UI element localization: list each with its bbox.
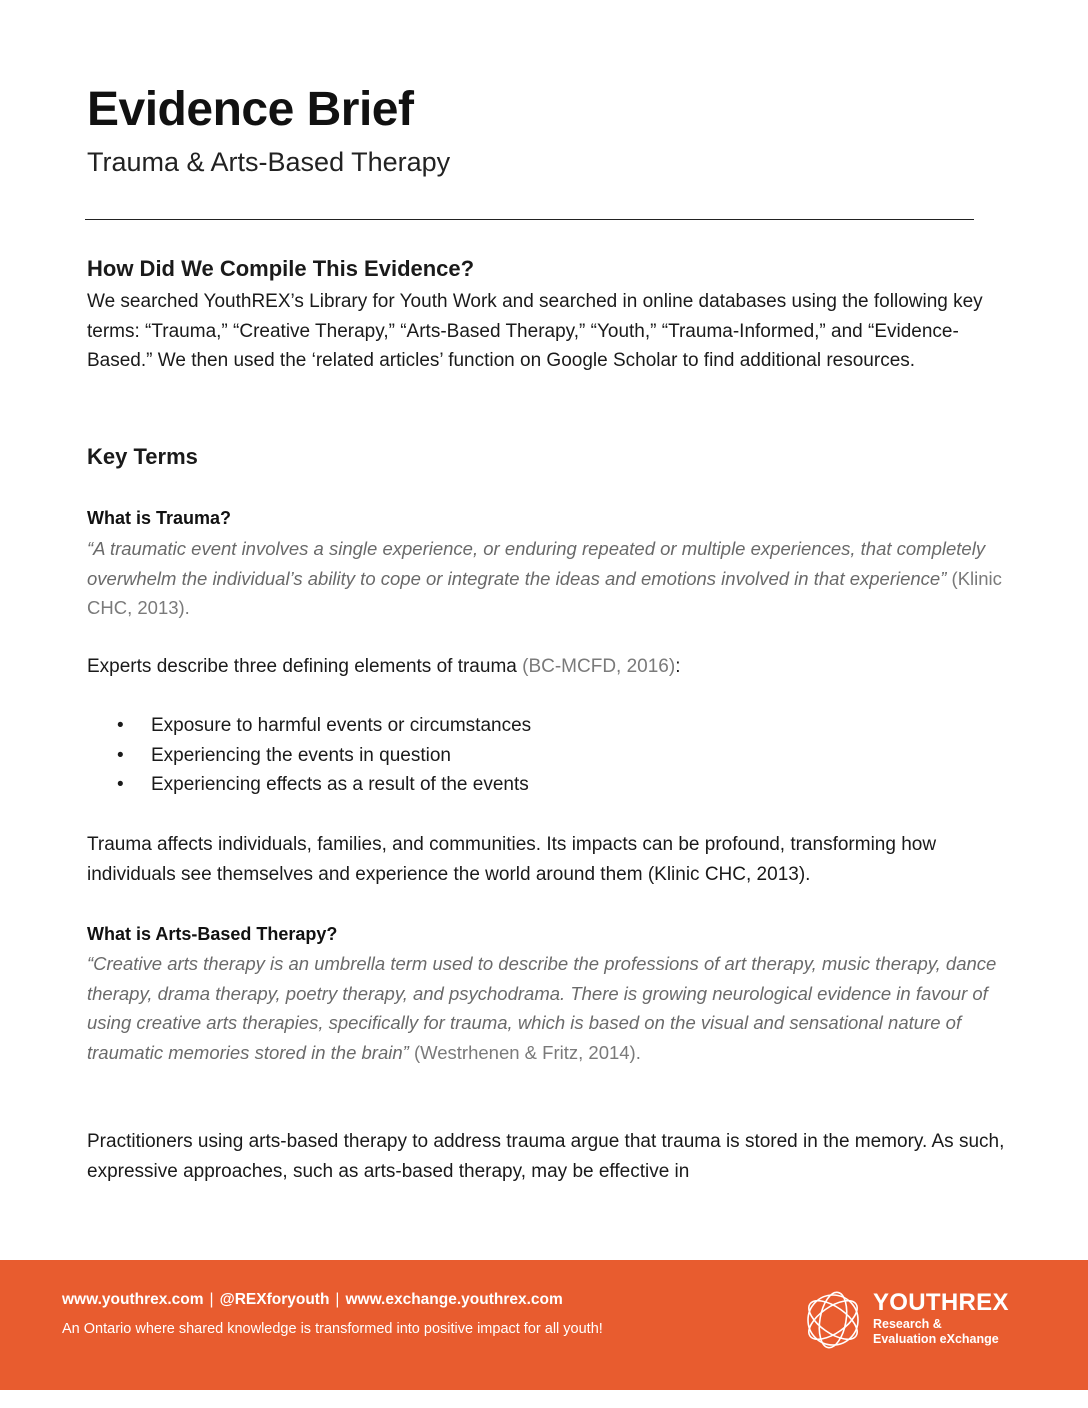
trauma-elements-list (87, 711, 531, 800)
arts-heading: What is Arts-Based Therapy? (87, 924, 338, 944)
page-subtitle: Trauma & Arts-Based Therapy (87, 147, 451, 177)
website-link[interactable]: www.youthrex.com (62, 1291, 204, 1308)
page-title: Evidence Brief (87, 83, 414, 136)
link-separator: | (209, 1291, 214, 1308)
trauma-impact-paragraph: Trauma affects individuals, families, and communities. Its impacts can be profound, transforming how individuals see themselves and experience the world around them (Klinic CHC, 2013). (87, 834, 937, 885)
interlocking-rings-logo-icon (800, 1287, 866, 1353)
arts-quote-citation: (Westrhenen & Fritz, 2014). (408, 1041, 641, 1063)
logo-subtitle-line2: Evaluation eXchange (873, 1332, 999, 1346)
footer-tagline: An Ontario where shared knowledge is transformed into positive impact for all youth! (62, 1321, 603, 1337)
arts-quote (87, 949, 1017, 1067)
trauma-quote (87, 534, 1017, 623)
title-divider (85, 219, 974, 220)
logo-wordmark: YOUTHREX (873, 1289, 1009, 1316)
logo-subtitle-line1: Research & (873, 1317, 942, 1331)
trauma-quote-text: “A traumatic event involves a single experience, or enduring repeated or multiple experiences, that completely overwhelm the individual’s ability to cope or integrate the ideas and emotions involved in that experience” (87, 538, 986, 589)
list-item: • Exposure to harmful events or circumstances (87, 711, 531, 741)
experts-paragraph (87, 652, 1017, 682)
twitter-handle-link[interactable]: @REXforyouth (219, 1291, 330, 1308)
key-terms-heading: Key Terms (87, 444, 198, 469)
footer-bar (0, 1260, 1088, 1390)
list-item: • Experiencing effects as a result of the events (87, 770, 531, 800)
footer-links (62, 1291, 563, 1309)
practitioners-paragraph: Practitioners using arts-based therapy to address trauma argue that trauma is stored in the memory. As such, expressive approaches, such as arts-based therapy, may be effective in (87, 1131, 1005, 1182)
experts-citation: (BC-MCFD, 2016) (522, 656, 676, 677)
compile-heading: How Did We Compile This Evidence? (87, 256, 475, 281)
exchange-link[interactable]: www.exchange.youthrex.com (345, 1291, 563, 1308)
logo-subtitle (873, 1317, 999, 1347)
experts-text: Experts describe three defining elements of trauma (87, 656, 523, 677)
youthrex-logo (800, 1287, 1020, 1357)
arts-quote-text: “Creative arts therapy is an umbrella term used to describe the professions of art therapy, music therapy, dance therapy, drama therapy, poetry therapy, and psychodrama. There is growing neurological evidence in favour of using creative arts therapies, specifically for trauma, which is based on the visual and sensational nature of traumatic memories stored in the brain” (87, 953, 997, 1063)
list-item: • Experiencing the events in question (87, 741, 531, 771)
trauma-quote-citation: (Klinic CHC, 2013). (87, 567, 1002, 618)
compile-body: We searched YouthREX’s Library for Youth Work and searched in online databases using the following key terms: “Trauma,” “Creative Therapy,” “Arts-Based Therapy,” “Youth,” “Trauma-Informed,” and “Evidence-Based.” We then used the ‘related articles’ function on Google Scholar to find additional resources. (87, 291, 983, 371)
experts-end: : (675, 656, 681, 677)
link-separator: | (335, 1291, 340, 1308)
trauma-heading: What is Trauma? (87, 508, 232, 528)
